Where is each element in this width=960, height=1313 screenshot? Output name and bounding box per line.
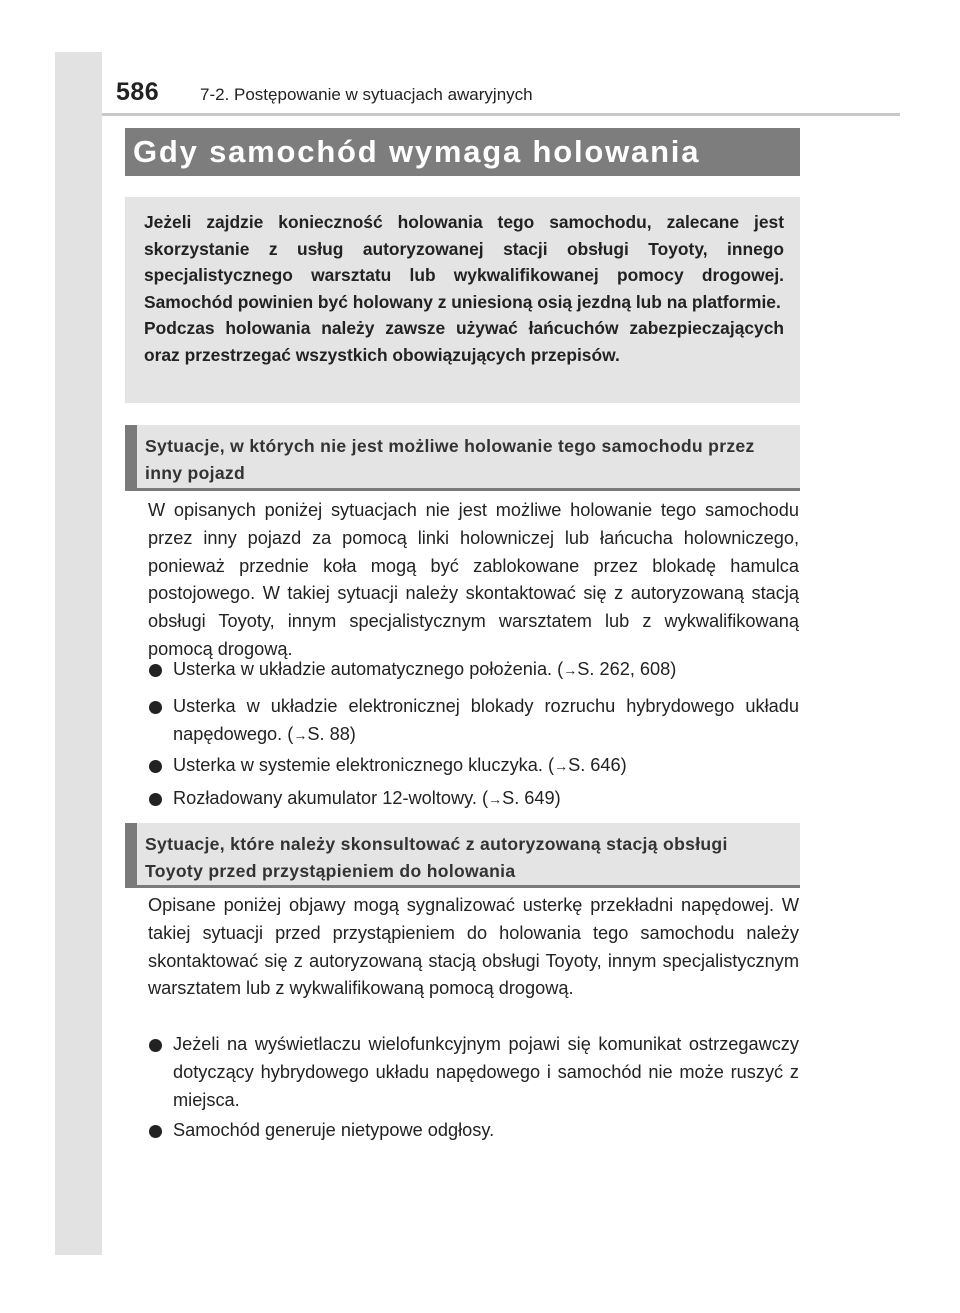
chapter-title: 7-2. Postępowanie w sytuacjach awaryjnych [200, 85, 533, 104]
intro-text [144, 209, 784, 369]
heading-underline [125, 488, 800, 491]
section1-paragraph: W opisanych poniżej sytuacjach nie jest możliwe holowanie tego samochodu przez inny pojazd za pomocą linki holowniczej lub łańcucha holowniczego, ponieważ przednie koła mogą być zablokowane przez blokadę hamulca postojowego. W takiej sytuacji należy skontaktować się z autoryzowaną stacją obsługi Toyoty, innym specjalistycznym warsztatem lub z wykwalifikowaną pomocą drogową. [148, 500, 799, 659]
bullet-icon [149, 760, 162, 773]
side-tab-strip [55, 52, 102, 1255]
page-reference: S. 262, 608) [577, 659, 677, 679]
bullet-text: Rozładowany akumulator 12-woltowy. ( [173, 788, 489, 808]
heading-accent-bar [125, 823, 137, 888]
section-title-bar [125, 128, 800, 176]
reference-arrow-icon: → [488, 791, 503, 807]
page-number: 586 [116, 78, 160, 106]
reference-arrow-icon: → [293, 726, 308, 743]
bullet-text: Usterka w systemie elektronicznego kluczyka. ( [173, 755, 555, 775]
reference-arrow-icon: → [563, 662, 578, 678]
section-heading-no-towing [125, 425, 800, 491]
page-reference: S. 649) [502, 788, 561, 808]
intro-paragraph-1: Jeżeli zajdzie konieczność holowania tego samochodu, zalecane jest skorzystanie z usług autoryzowanej stacji obsługi Toyoty, innego specjalistycznego warsztatu lub wykwalifikowanej pomocy drogowej. Samochód powinien być holowany z uniesioną osią jezdną lub na platformie. [144, 212, 784, 312]
bullet-text: Samochód generuje nietypowe odgłosy. [173, 1120, 495, 1140]
bullet-icon [149, 664, 162, 677]
heading-underline [125, 885, 800, 888]
intro-box [125, 197, 800, 403]
bullet-text: Usterka w układzie automatycznego położenia. ( [173, 659, 564, 679]
bullet-icon [149, 793, 162, 806]
reference-arrow-icon: → [554, 758, 569, 774]
section2-paragraph: Opisane poniżej objawy mogą sygnalizować usterkę przekładni napędowej. W takiej sytuacji przed przystąpieniem do holowania tego samochodu należy skontaktować się z autoryzowaną stacją obsługi Toyoty, innym specjalistycznym warsztatem lub z wykwalifikowaną pomocą drogową. [148, 895, 799, 999]
intro-paragraph-2: Podczas holowania należy zawsze używać łańcuchów zabezpieczających oraz przestrzegać wszystkich obowiązujących przepisów. [144, 318, 784, 365]
bullet-icon [149, 1125, 162, 1138]
section-heading-text: Sytuacje, w których nie jest możliwe holowanie tego samochodu przez inny pojazd [145, 436, 755, 483]
heading-accent-bar [125, 425, 137, 491]
bullet-text: Jeżeli na wyświetlaczu wielofunkcyjnym pojawi się komunikat ostrzegawczy dotyczący hybrydowego układu napędowego i samochód nie może ruszyć z miejsca. [173, 1034, 799, 1110]
bullet-text: Usterka w układzie elektronicznej blokady rozruchu hybrydowego układu napędowego. ( [173, 696, 799, 744]
section-heading-text: Sytuacje, które należy skonsultować z autoryzowaną stacją obsługi Toyoty przed przystąpieniem do holowania [145, 834, 728, 881]
page-reference: S. 646) [568, 755, 627, 775]
header-divider [102, 113, 900, 116]
page-title: Gdy samochód wymaga holowania [133, 134, 701, 169]
section-heading-consult-before-towing [125, 823, 800, 888]
bullet-icon [149, 701, 162, 714]
page-reference: S. 88) [307, 723, 356, 744]
bullet-icon [149, 1039, 162, 1052]
